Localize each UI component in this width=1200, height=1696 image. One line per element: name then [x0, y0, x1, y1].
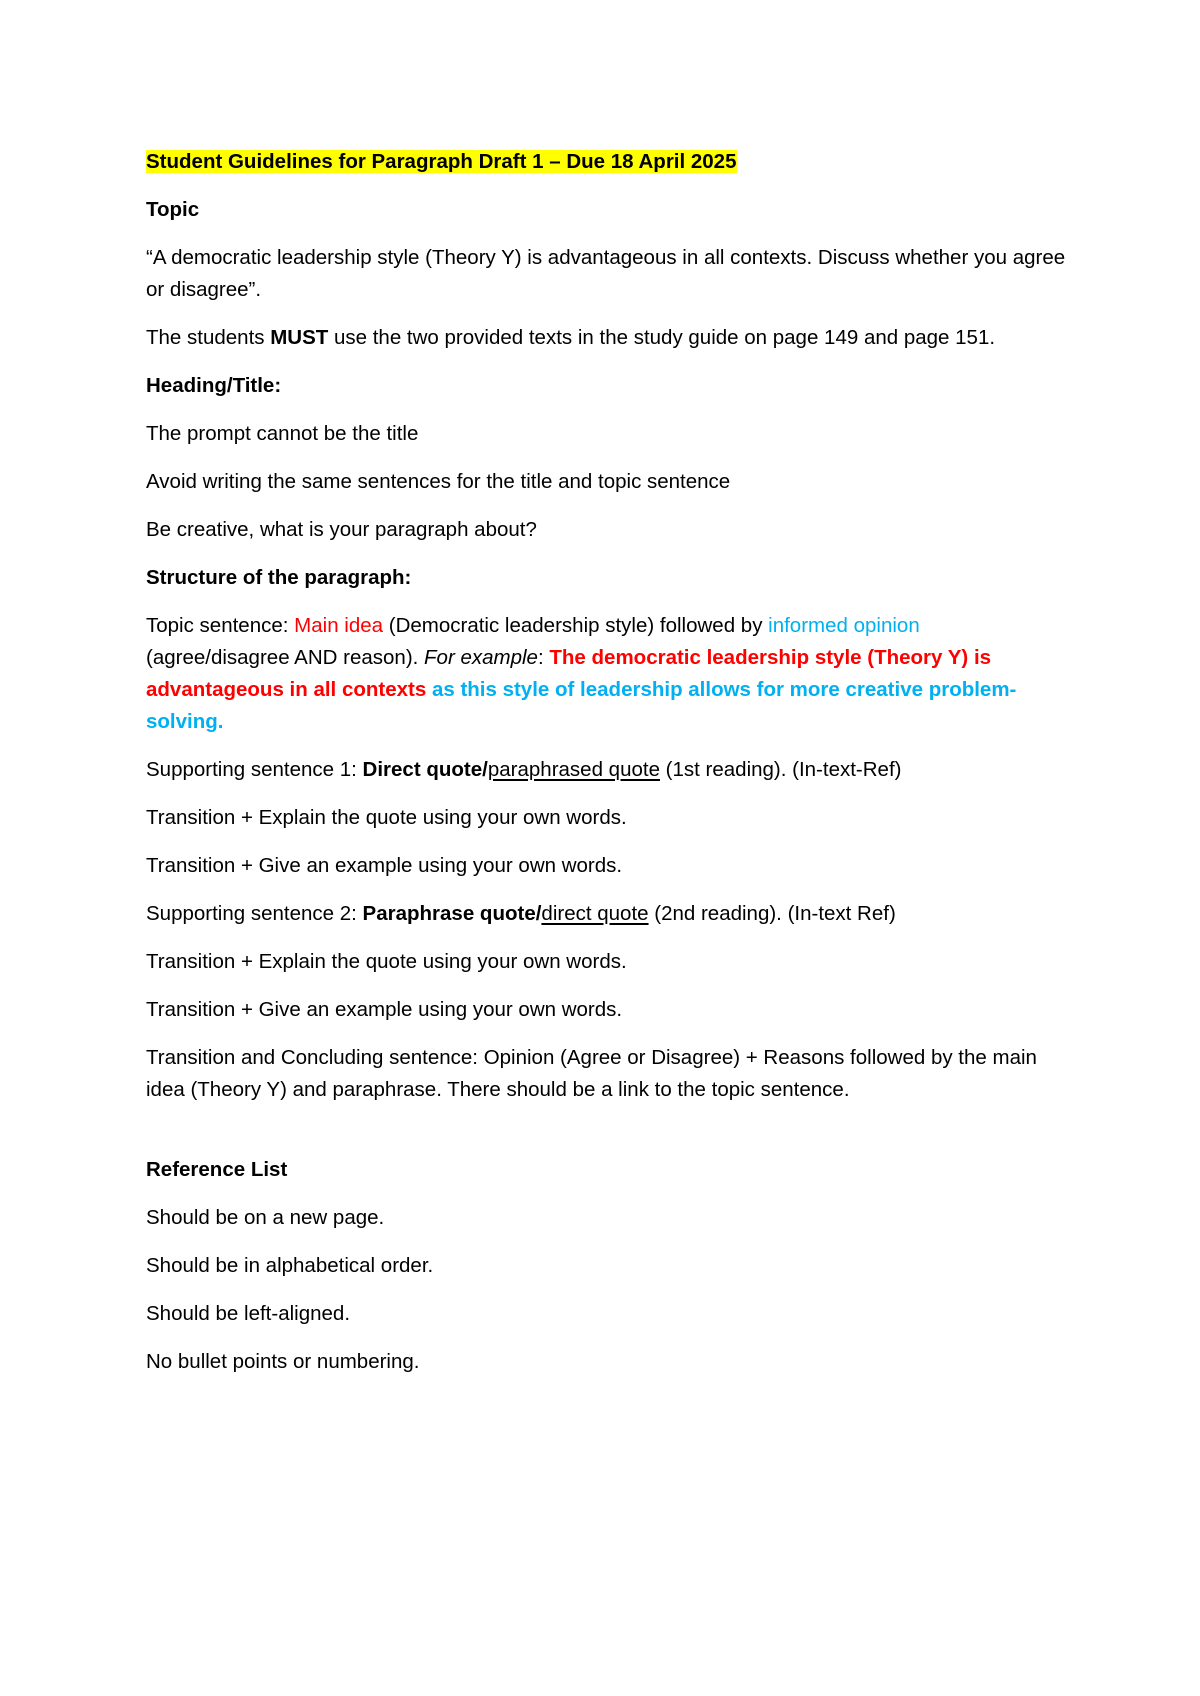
step-explain: Transition + Explain the quote using your own words. — [146, 806, 627, 829]
document-title — [146, 146, 1066, 178]
heading-title-heading: Heading/Title: — [146, 374, 282, 397]
main-idea-label: Main idea — [294, 614, 384, 637]
informed-opinion-label: informed opinion — [768, 614, 920, 637]
reference-list-point: Should be in alphabetical order. — [146, 1254, 434, 1277]
step-example: Transition + Give an example using your own words. — [146, 854, 623, 877]
for-example-label: For example — [424, 646, 538, 669]
example-opinion: as this style of leadership allows for more creative problem-solving. — [146, 678, 1017, 733]
topic-prompt: “A democratic leadership style (Theory Y) is advantageous in all contexts. Discuss whether you agree or disagree”. — [146, 246, 1066, 301]
heading-title-point: Avoid writing the same sentences for the title and topic sentence — [146, 470, 731, 493]
document-page — [146, 146, 1066, 1394]
step-explain: Transition + Explain the quote using your own words. — [146, 950, 627, 973]
blank-line — [146, 1122, 1066, 1154]
heading-title-point: The prompt cannot be the title — [146, 422, 419, 445]
topic-requirement: The students MUST use the two provided texts in the study guide on page 149 and page 151. — [146, 326, 996, 349]
step-example: Transition + Give an example using your own words. — [146, 998, 623, 1021]
must-emphasis: MUST — [270, 326, 329, 349]
supporting-sentence-2: Supporting sentence 2: Paraphrase quote/direct quote (2nd reading). (In-text Ref) — [146, 902, 896, 925]
topic-heading: Topic — [146, 198, 200, 221]
example-main-idea: The democratic leadership style (Theory Y) is advantageous in all contexts — [146, 646, 992, 701]
supporting-sentence-1: Supporting sentence 1: Direct quote/paraphrased quote (1st reading). (In-text-Ref) — [146, 758, 902, 781]
reference-list-point: No bullet points or numbering. — [146, 1350, 420, 1373]
title-highlight: Student Guidelines for Paragraph Draft 1 – Due 18 April 2025 — [146, 150, 737, 173]
topic-sentence-guideline: Topic sentence: Main idea (Democratic leadership style) followed by informed opinion (agree/disagree AND reason). For example: The democratic leadership style (Theory Y) is advantageous in all contexts as this style of leadership allows for more creative problem-solving. — [146, 614, 1017, 733]
concluding-sentence-guideline: Transition and Concluding sentence: Opinion (Agree or Disagree) + Reasons followed by the main idea (Theory Y) and paraphrase. There should be a link to the topic sentence. — [146, 1046, 1037, 1101]
structure-heading: Structure of the paragraph: — [146, 566, 412, 589]
heading-title-point: Be creative, what is your paragraph about? — [146, 518, 537, 541]
reference-list-point: Should be on a new page. — [146, 1206, 385, 1229]
reference-list-heading: Reference List — [146, 1158, 288, 1181]
reference-list-point: Should be left-aligned. — [146, 1302, 351, 1325]
